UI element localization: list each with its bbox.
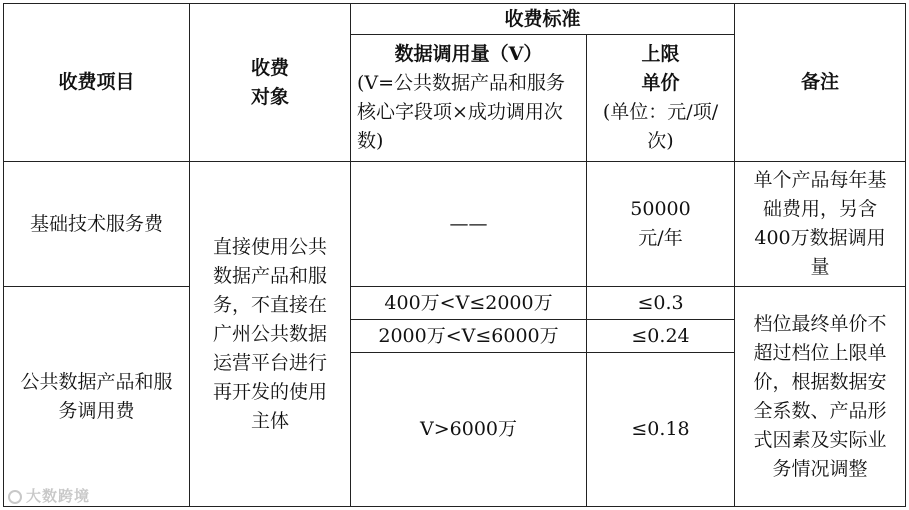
header-volume-cell (351, 35, 587, 162)
watermark-text: 大数跨境 (26, 487, 91, 505)
header-volume: 数据调用量（V） (394, 43, 543, 65)
tier2-price: ≤0.24 (587, 320, 735, 353)
basic-fee-remark: 单个产品每年基础费用，另含400万数据调用量 (735, 162, 906, 287)
tier1-price: ≤0.3 (587, 287, 735, 320)
header-standard: 收费标准 (351, 4, 735, 35)
watermark-logo (8, 485, 90, 506)
tier1-volume: 400万<V≤2000万 (351, 287, 587, 320)
header-remark: 备注 (735, 4, 906, 162)
basic-fee-price: 50000 元/年 (587, 162, 735, 287)
tier3-volume: V>6000万 (351, 353, 587, 507)
tier3-price: ≤0.18 (587, 353, 735, 507)
header-volume-note: (V=公共数据产品和服务核心字段项×成功调用次数) (357, 72, 566, 152)
tier2-volume: 2000万<V≤6000万 (351, 320, 587, 353)
basic-fee-item: 基础技术服务费 (4, 162, 190, 287)
call-fee-item: 公共数据产品和服务调用费 (4, 287, 190, 507)
fee-standard-table (3, 3, 906, 507)
basic-fee-volume: —— (351, 162, 587, 287)
call-fee-remark: 档位最终单价不超过档位上限单价，根据数据安全系数、产品形式因素及实际业务情况调整 (735, 287, 906, 507)
header-target: 收费 对象 (190, 4, 351, 162)
header-item: 收费项目 (4, 4, 190, 162)
header-price-unit: (单位：元/项/次) (602, 101, 719, 152)
fee-target-value: 直接使用公共数据产品和服务，不直接在广州公共数据运营平台进行再开发的使用主体 (190, 162, 351, 507)
watermark-icon (8, 490, 22, 504)
header-price: 上限 单价 (641, 43, 680, 94)
header-price-cell (587, 35, 735, 162)
